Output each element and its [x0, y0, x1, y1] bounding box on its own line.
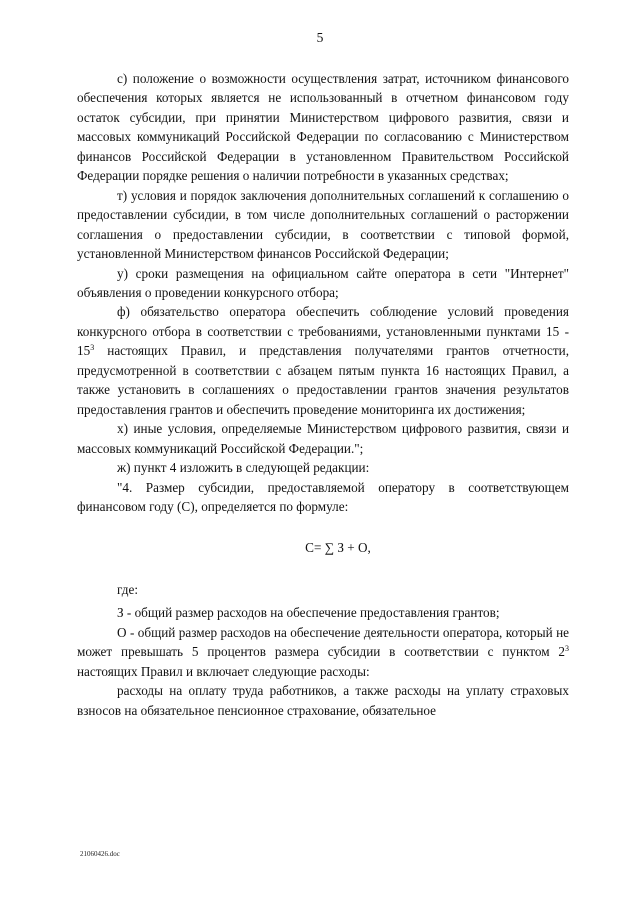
definition-o-part2: настоящих Правил и включает следующие расходы:: [77, 663, 370, 679]
superscript: 3: [565, 644, 569, 654]
paragraph-t: т) условия и порядок заключения дополнительных соглашений к соглашению о предоставлении субсидии, в том числе дополнительных соглашений о расторжении соглашения о предоставлении субсидии, в соответствии с типовой формой, установленной Министерством финансов Российской Федерации;: [77, 187, 569, 262]
superscript: 3: [90, 343, 95, 353]
definition-o-part1: О - общий размер расходов на обеспечение деятельности оператора, который не может превышать 5 процентов размера субсидии в соответствии с пунктом 2: [77, 624, 569, 660]
paragraph-u: у) сроки размещения на официальном сайте оператора в сети "Интернет" объявления о проведении конкурсного отбора;: [77, 265, 569, 300]
paragraph-f: [77, 302, 569, 419]
footer-filename: 21060426.doc: [80, 850, 120, 858]
where-label: где:: [117, 581, 138, 597]
expenses-paragraph: расходы на оплату труда работников, а также расходы на уплату страховых взносов на обязательное пенсионное страхование, обязательное: [77, 683, 569, 718]
paragraph-f-part1: ф) обязательство оператора обеспечить соблюдение условий проведения конкурсного отбора в соответствии с требованиями, установленными пунктами 15 - 15: [77, 304, 569, 359]
paragraph-s: с) положение о возможности осуществления затрат, источником финансового обеспечения которых является не использованный в отчетном финансовом году остаток субсидии, при принятии Министерством цифрового развития, связи и массовых коммуникаций Российской Федерации по согласованию с Министерством финансов Российской Федерации в установленном Правительством Российской Федерации порядке решения о наличии потребности в указанных средствах;: [77, 71, 569, 184]
document-body: [77, 69, 569, 720]
paragraph-f-part2: настоящих Правил, и представления получателями грантов отчетности, предусмотренной в соответствии с абзацем пятым пункта 16 настоящих Правил, а также установить в соглашениях о предоставлении грантов значения результатов предоставления грантов и обеспечить проведение мониторинга их достижения;: [77, 343, 569, 417]
definition-o: [77, 623, 569, 681]
definition-z: З - общий размер расходов на обеспечение предоставления грантов;: [117, 605, 500, 621]
paragraph-4: "4. Размер субсидии, предоставляемой оператору в соответствующем финансовом году (С), определяется по формуле:: [77, 479, 569, 514]
paragraph-zh: ж) пункт 4 изложить в следующей редакции:: [117, 460, 370, 476]
paragraph-h: х) иные условия, определяемые Министерством цифрового развития, связи и массовых коммуникаций Российской Федерации.";: [77, 421, 569, 456]
formula: С= ∑ З + О,: [305, 540, 371, 556]
page-number: 5: [316, 30, 324, 45]
